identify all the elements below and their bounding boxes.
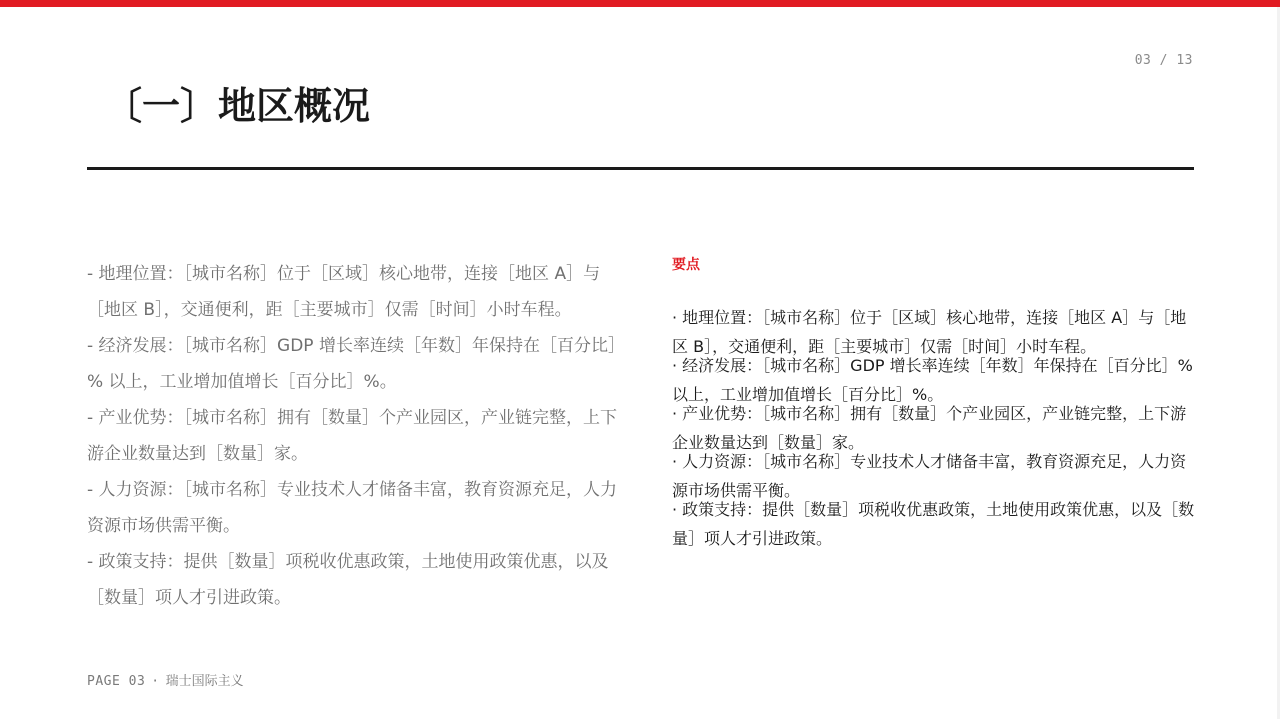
- key-point-economy: · 经济发展：［城市名称］GDP 增长率连续［年数］年保持在［百分比］% 以上，工业增加值增长［百分比］%。: [672, 356, 1193, 404]
- overview-paragraph-workforce: - 人力资源：［城市名称］专业技术人才储备丰富，教育资源充足，人力资源市场供需平衡。: [87, 480, 618, 536]
- title-divider: [87, 167, 1194, 170]
- key-points-heading: 要点: [672, 257, 700, 273]
- footer-organization: 瑞士国际主义: [165, 674, 244, 689]
- overview-section: [87, 256, 627, 616]
- overview-paragraph-industry: - 产业优势：［城市名称］拥有［数量］个产业园区，产业链完整，上下游企业数量达到［数量］家。: [87, 408, 618, 464]
- key-point-industry: · 产业优势：［城市名称］拥有［数量］个产业园区，产业链完整，上下游企业数量达到［数量］家。: [672, 404, 1187, 452]
- key-points-section: [672, 254, 1202, 548]
- footer-separator: ·: [151, 674, 160, 689]
- page-title: 〔一〕地区概况: [104, 84, 371, 128]
- overview-paragraph-policy: - 政策支持：提供［数量］项税收优惠政策，土地使用政策优惠，以及［数量］项人才引进政策。: [87, 552, 609, 608]
- key-point-location: · 地理位置：［城市名称］位于［区域］核心地带，连接［地区 A］与［地区 B］，交通便利，距［主要城市］仅需［时间］小时车程。: [672, 308, 1187, 356]
- top-accent-bar: [0, 0, 1280, 7]
- key-point-workforce: · 人力资源：［城市名称］专业技术人才储备丰富，教育资源充足，人力资源市场供需平衡。: [672, 452, 1187, 500]
- footer-page-label: PAGE 03: [87, 674, 146, 689]
- key-point-policy: · 政策支持：提供［数量］项税收优惠政策，土地使用政策优惠，以及［数量］项人才引进政策。: [672, 500, 1195, 548]
- footer: [87, 670, 244, 689]
- key-points-list: [672, 303, 1202, 553]
- overview-paragraph-location: - 地理位置：［城市名称］位于［区域］核心地带，连接［地区 A］与［地区 B］，交通便利，距［主要城市］仅需［时间］小时车程。: [87, 264, 601, 320]
- page-counter: 03 / 13: [1134, 53, 1193, 68]
- overview-paragraph-economy: - 经济发展：［城市名称］GDP 增长率连续［年数］年保持在［百分比］% 以上，工业增加值增长［百分比］%。: [87, 336, 625, 392]
